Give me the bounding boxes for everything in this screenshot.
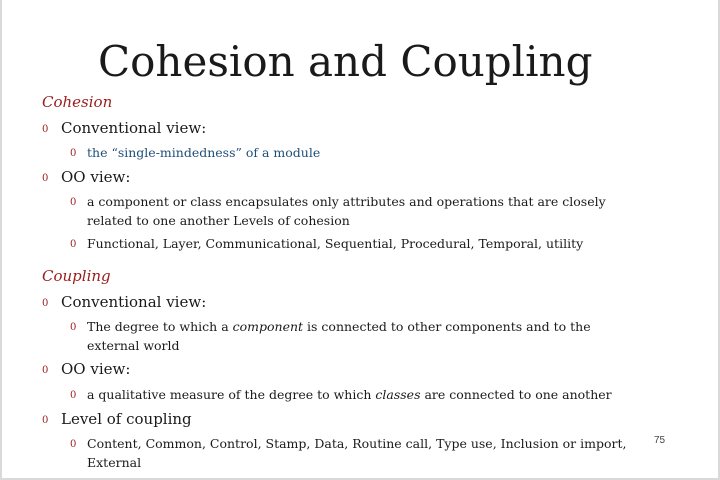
sub-bullet-pre: The degree to which a [87, 319, 233, 334]
sub-bullet-post: is connected to other components and to the [303, 319, 591, 334]
sub-bullet-emphasis: classes [375, 387, 421, 402]
sub-bullet-marker: 0 [70, 322, 77, 333]
bullet-text: Conventional view: [61, 119, 207, 137]
cohesion-sub-oo-2 [70, 234, 583, 254]
coupling-sub-level [70, 434, 626, 472]
sub-bullet-marker: 0 [70, 390, 77, 401]
sub-bullet-marker: 0 [70, 439, 77, 450]
sub-bullet-pre: a qualitative measure of the degree to which [87, 387, 376, 402]
coupling-sub-conventional [70, 317, 591, 355]
sub-bullet-marker: 0 [70, 239, 77, 250]
sub-bullet-line2: external world [87, 338, 180, 353]
coupling-heading: Coupling [42, 267, 111, 285]
bullet-text: OO view: [61, 360, 131, 378]
cohesion-bullet-oo [42, 168, 130, 188]
sub-bullet-emphasis: component [232, 319, 304, 334]
bullet-text: Conventional view: [61, 293, 207, 311]
page-number: 75 [654, 435, 666, 446]
sub-bullet-marker: 0 [70, 148, 77, 159]
sub-bullet-text: Functional, Layer, Communicational, Sequential, Procedural, Temporal, utility [87, 236, 584, 251]
sub-bullet-text: the “single-mindedness” of a module [87, 145, 321, 160]
sub-bullet-line2: related to one another Levels of cohesion [87, 213, 350, 228]
coupling-sub-oo [70, 385, 612, 405]
sub-bullet-post: are connected to one another [420, 387, 612, 402]
coupling-bullet-oo [42, 360, 130, 380]
cohesion-sub-conventional [70, 143, 320, 163]
coupling-bullet-level [42, 410, 192, 430]
bullet-marker: 0 [42, 124, 49, 135]
bullet-marker: 0 [42, 365, 49, 376]
sub-bullet-line1: Content, Common, Control, Stamp, Data, Routine call, Type use, Inclusion or import, [87, 436, 627, 451]
slide-border-left [0, 0, 2, 480]
bullet-marker: 0 [42, 298, 49, 309]
sub-bullet-marker: 0 [70, 197, 77, 208]
bullet-marker: 0 [42, 173, 49, 184]
bullet-marker: 0 [42, 415, 49, 426]
bullet-text: OO view: [61, 168, 131, 186]
cohesion-sub-oo-1 [70, 192, 606, 230]
sub-bullet-line2: External [87, 455, 142, 470]
bullet-text: Level of coupling [61, 410, 192, 428]
cohesion-heading: Cohesion [42, 93, 113, 111]
sub-bullet-line1: a component or class encapsulates only attributes and operations that are closely [87, 194, 606, 209]
coupling-bullet-conventional [42, 293, 206, 313]
cohesion-bullet-conventional [42, 119, 206, 139]
slide-title: Cohesion and Coupling [98, 37, 593, 86]
